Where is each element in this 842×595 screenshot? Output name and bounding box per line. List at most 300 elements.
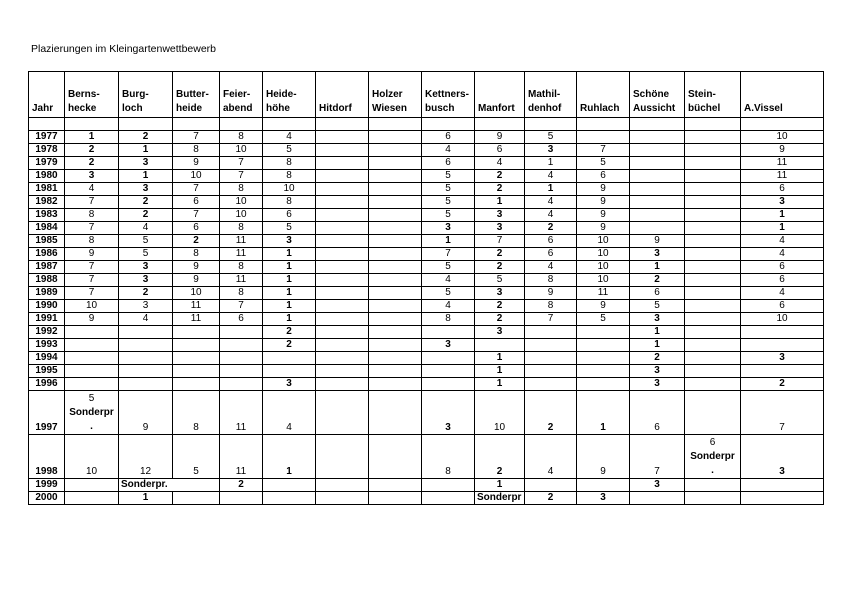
- empty-cell: [369, 492, 422, 505]
- empty-cell: [65, 492, 119, 505]
- placement-cell: 7: [65, 274, 119, 287]
- placement-cell: [316, 131, 369, 144]
- placement-cell: 6: [422, 157, 475, 170]
- placement-cell: 3: [630, 479, 685, 492]
- column-header-label: loch: [122, 103, 143, 114]
- empty-cell: [173, 118, 220, 131]
- column-header-label: Berns-: [68, 89, 100, 100]
- table-row: [29, 131, 824, 144]
- table-row: [29, 378, 824, 391]
- placement-cell: 9: [577, 222, 630, 235]
- placement-cell: 4: [65, 183, 119, 196]
- placement-cell: [630, 196, 685, 209]
- placement-cell: 1: [475, 352, 525, 365]
- year-cell: 1991: [29, 313, 65, 326]
- column-header: [119, 72, 173, 118]
- placement-cell: [316, 300, 369, 313]
- placement-cell: 1: [577, 391, 630, 435]
- placement-cell: 11: [577, 287, 630, 300]
- column-header: [741, 72, 824, 118]
- empty-cell: [577, 118, 630, 131]
- empty-cell: [685, 479, 741, 492]
- placement-cell: 3: [119, 157, 173, 170]
- placement-cell: [316, 157, 369, 170]
- special-prize-cell: Sonderpr: [475, 492, 525, 505]
- table-row: [29, 144, 824, 157]
- placement-cell: [316, 274, 369, 287]
- placement-cell: [685, 300, 741, 313]
- year-cell: 1999: [29, 479, 65, 492]
- empty-cell: [525, 479, 577, 492]
- year-cell: 1994: [29, 352, 65, 365]
- table-row: [29, 196, 824, 209]
- empty-cell: [316, 118, 369, 131]
- placement-cell: 4: [475, 157, 525, 170]
- placement-cell: [369, 326, 422, 339]
- placement-cell: 7: [173, 131, 220, 144]
- placement-cell: [525, 378, 577, 391]
- placement-cell: 11: [173, 313, 220, 326]
- placement-cell: 6: [220, 313, 263, 326]
- placement-cell: 6: [630, 391, 685, 435]
- placement-cell: 3: [475, 287, 525, 300]
- placement-cell: 1: [263, 300, 316, 313]
- placement-cell: 10: [475, 391, 525, 435]
- placement-cell: 1: [263, 313, 316, 326]
- placement-cell: 6: [475, 144, 525, 157]
- placement-cell: [65, 339, 119, 352]
- placement-cell: [475, 339, 525, 352]
- placement-cell: [685, 222, 741, 235]
- column-header: [422, 72, 475, 118]
- placement-cell: [577, 131, 630, 144]
- placement-cell: [316, 248, 369, 261]
- placement-cell: [316, 435, 369, 479]
- placement-cell: [369, 196, 422, 209]
- placement-cell: 9: [475, 131, 525, 144]
- placement-cell: 8: [220, 261, 263, 274]
- placement-cell: [525, 365, 577, 378]
- placement-cell: [119, 365, 173, 378]
- placement-cell: [630, 170, 685, 183]
- placement-cell: 9: [630, 235, 685, 248]
- placement-cell: [119, 378, 173, 391]
- placement-cell: [685, 313, 741, 326]
- placement-cell: 9: [173, 261, 220, 274]
- placement-cell: [630, 222, 685, 235]
- placement-cell: 10: [741, 313, 824, 326]
- placement-cell: [577, 378, 630, 391]
- placement-cell: [630, 209, 685, 222]
- placement-cell: 5: [577, 157, 630, 170]
- table-row: [29, 287, 824, 300]
- placement-cell: [369, 339, 422, 352]
- column-header: [263, 72, 316, 118]
- column-header-label: Stein-: [688, 89, 716, 100]
- column-header-label: Hitdorf: [319, 103, 352, 114]
- empty-cell: [630, 118, 685, 131]
- column-header: [685, 72, 741, 118]
- empty-cell: [316, 479, 369, 492]
- column-header-label: Mathil-: [528, 89, 561, 100]
- placement-cell: 3: [422, 391, 475, 435]
- placement-cell: [630, 131, 685, 144]
- placement-cell: 6: [741, 183, 824, 196]
- table-row: [29, 435, 824, 479]
- placement-cell: 8: [173, 144, 220, 157]
- placement-cell: 3: [741, 196, 824, 209]
- placement-cell: 8: [65, 209, 119, 222]
- placement-cell: 1: [475, 196, 525, 209]
- placement-cell: 1: [119, 144, 173, 157]
- placement-cell: 1: [475, 365, 525, 378]
- placement-cell: 8: [220, 183, 263, 196]
- placement-cell: 8: [525, 300, 577, 313]
- placement-cell: 3: [475, 209, 525, 222]
- empty-cell: [369, 479, 422, 492]
- placement-cell: [369, 300, 422, 313]
- placement-cell: 9: [577, 209, 630, 222]
- placement-cell: [369, 391, 422, 435]
- year-cell: 1995: [29, 365, 65, 378]
- placement-cell: 9: [741, 144, 824, 157]
- empty-cell: [475, 118, 525, 131]
- placement-cell: [422, 352, 475, 365]
- placement-cell: [577, 326, 630, 339]
- placement-cell: 7: [422, 248, 475, 261]
- placement-cell: 4: [119, 313, 173, 326]
- placement-cell: [369, 170, 422, 183]
- placement-cell: [173, 339, 220, 352]
- placement-cell: 1: [525, 157, 577, 170]
- placement-cell: 1: [422, 235, 475, 248]
- column-header: [525, 72, 577, 118]
- placement-cell: 9: [173, 274, 220, 287]
- placement-cell: 2: [475, 248, 525, 261]
- placement-cell: [369, 261, 422, 274]
- placement-cell: 4: [741, 287, 824, 300]
- placement-cell: [316, 261, 369, 274]
- placement-cell: 3: [577, 492, 630, 505]
- placement-cell: 6: [577, 170, 630, 183]
- placement-cell: 7: [65, 196, 119, 209]
- placement-cell: [369, 248, 422, 261]
- year-cell: 1987: [29, 261, 65, 274]
- placement-cell: [369, 313, 422, 326]
- placement-cell: 10: [173, 170, 220, 183]
- placement-cell: 11: [741, 157, 824, 170]
- year-cell: 1986: [29, 248, 65, 261]
- placement-cell: 4: [741, 248, 824, 261]
- placement-cell: [369, 144, 422, 157]
- placement-cell: 11: [220, 235, 263, 248]
- table-row: [29, 300, 824, 313]
- column-header-label: Aussicht: [633, 103, 676, 114]
- placement-cell: 4: [422, 300, 475, 313]
- placement-cell: 10: [220, 209, 263, 222]
- placement-cell: 1: [630, 261, 685, 274]
- placement-cell: [630, 157, 685, 170]
- column-header: [369, 72, 422, 118]
- placement-cell: [422, 365, 475, 378]
- placement-cell: [685, 352, 741, 365]
- placement-cell: [316, 183, 369, 196]
- placement-cell: 5: [475, 274, 525, 287]
- placement-cell: 8: [525, 274, 577, 287]
- special-prize-cell: [685, 435, 741, 479]
- column-header-label: A.Vissel: [744, 103, 783, 114]
- placement-cell: 7: [65, 261, 119, 274]
- placement-cell: [263, 365, 316, 378]
- year-cell: 1993: [29, 339, 65, 352]
- placement-cell: 2: [475, 435, 525, 479]
- placement-cell: 2: [475, 170, 525, 183]
- placement-cell: 4: [263, 131, 316, 144]
- column-header: [29, 72, 65, 118]
- placement-cell: 1: [65, 131, 119, 144]
- placement-cell: 3: [630, 313, 685, 326]
- table-row: [29, 274, 824, 287]
- placement-cell: [741, 326, 824, 339]
- placement-cell: 8: [220, 287, 263, 300]
- placement-cell: [630, 144, 685, 157]
- placement-cell: [685, 209, 741, 222]
- placement-cell: 8: [422, 313, 475, 326]
- placement-cell: 2: [119, 131, 173, 144]
- placement-cell: 1: [630, 339, 685, 352]
- placement-cell: 10: [220, 144, 263, 157]
- placement-cell: [685, 326, 741, 339]
- empty-cell: [741, 479, 824, 492]
- placement-cell: 9: [65, 313, 119, 326]
- column-header-label: Feier-: [223, 89, 251, 100]
- empty-cell: [685, 492, 741, 505]
- placement-cell: [173, 378, 220, 391]
- placement-cell: 9: [577, 196, 630, 209]
- placement-cell: [369, 235, 422, 248]
- placement-cell: 8: [220, 222, 263, 235]
- column-header: [316, 72, 369, 118]
- empty-cell: [422, 479, 475, 492]
- placement-cell: [65, 326, 119, 339]
- placement-cell: [369, 287, 422, 300]
- placement-cell: 5: [422, 287, 475, 300]
- year-cell: 1984: [29, 222, 65, 235]
- placement-cell: 2: [263, 326, 316, 339]
- column-header: [577, 72, 630, 118]
- placement-cell: 2: [630, 352, 685, 365]
- special-prize-line: 6: [709, 437, 716, 448]
- placement-cell: 10: [220, 196, 263, 209]
- year-cell: 1978: [29, 144, 65, 157]
- empty-cell: [119, 118, 173, 131]
- placement-cell: 10: [577, 248, 630, 261]
- special-prize-line: Sonderpr: [69, 407, 114, 418]
- year-cell: 1997: [29, 391, 65, 435]
- placement-cell: [316, 339, 369, 352]
- placement-cell: 2: [263, 339, 316, 352]
- placement-cell: 11: [173, 300, 220, 313]
- placement-cell: 1: [630, 326, 685, 339]
- placement-cell: [369, 435, 422, 479]
- year-cell: 1988: [29, 274, 65, 287]
- empty-cell: [263, 479, 316, 492]
- placement-cell: [220, 352, 263, 365]
- placement-cell: 3: [263, 378, 316, 391]
- placement-cell: 7: [525, 313, 577, 326]
- placement-cell: 2: [741, 378, 824, 391]
- placement-cell: 6: [173, 222, 220, 235]
- empty-cell: [29, 118, 65, 131]
- column-header-label: Heide-: [266, 89, 297, 100]
- placement-cell: 2: [173, 235, 220, 248]
- placement-cell: 10: [577, 261, 630, 274]
- placement-cell: [685, 196, 741, 209]
- placement-cell: 4: [525, 170, 577, 183]
- placement-cell: [316, 209, 369, 222]
- special-prize-line: .: [711, 465, 714, 476]
- placement-cell: 3: [741, 435, 824, 479]
- year-cell: 1983: [29, 209, 65, 222]
- placement-cell: [685, 144, 741, 157]
- placement-cell: 8: [263, 170, 316, 183]
- empty-cell: [369, 118, 422, 131]
- placement-cell: 2: [525, 391, 577, 435]
- placement-cell: 4: [422, 274, 475, 287]
- special-prize-line: 5: [88, 393, 95, 404]
- placement-cell: [316, 287, 369, 300]
- placement-cell: 3: [263, 235, 316, 248]
- placement-cell: [685, 248, 741, 261]
- placement-cell: 9: [525, 287, 577, 300]
- placement-cell: 10: [741, 131, 824, 144]
- placement-cell: 4: [263, 391, 316, 435]
- placement-cell: 3: [630, 365, 685, 378]
- placement-cell: 4: [525, 261, 577, 274]
- placement-cell: 6: [630, 287, 685, 300]
- column-header-label: Jahr: [32, 103, 54, 114]
- placement-cell: [685, 157, 741, 170]
- column-header-label: hecke: [68, 103, 97, 114]
- placement-cell: [685, 287, 741, 300]
- placement-cell: [685, 339, 741, 352]
- empty-cell: [263, 492, 316, 505]
- placement-cell: 3: [475, 222, 525, 235]
- placement-cell: 5: [577, 313, 630, 326]
- placement-cell: [119, 326, 173, 339]
- placement-cell: 12: [119, 435, 173, 479]
- placement-cell: 1: [475, 479, 525, 492]
- placement-cell: 3: [119, 183, 173, 196]
- placement-cell: 7: [173, 209, 220, 222]
- placement-cell: 3: [422, 339, 475, 352]
- placement-cell: 3: [422, 222, 475, 235]
- placement-cell: 1: [119, 170, 173, 183]
- table-row: [29, 492, 824, 505]
- placement-cell: 4: [525, 435, 577, 479]
- year-cell: 1980: [29, 170, 65, 183]
- placement-cell: [220, 339, 263, 352]
- table-row: [29, 248, 824, 261]
- placement-cell: 9: [577, 183, 630, 196]
- placement-cell: 1: [263, 435, 316, 479]
- table-row: [29, 365, 824, 378]
- placement-cell: [685, 131, 741, 144]
- placement-cell: 10: [577, 235, 630, 248]
- placement-cell: 5: [525, 131, 577, 144]
- placement-table: [28, 71, 824, 505]
- placement-cell: [369, 378, 422, 391]
- column-header-label: busch: [425, 103, 455, 114]
- column-header-label: Manfort: [478, 103, 515, 114]
- year-cell: 1985: [29, 235, 65, 248]
- placement-cell: 7: [65, 222, 119, 235]
- placement-cell: [369, 274, 422, 287]
- placement-cell: 3: [119, 274, 173, 287]
- placement-cell: 7: [630, 435, 685, 479]
- placement-cell: 6: [525, 248, 577, 261]
- placement-cell: 2: [630, 274, 685, 287]
- column-header-label: büchel: [688, 103, 721, 114]
- placement-cell: 11: [220, 435, 263, 479]
- table-row: [29, 170, 824, 183]
- placement-cell: 5: [263, 144, 316, 157]
- placement-cell: [577, 339, 630, 352]
- placement-cell: 11: [220, 391, 263, 435]
- placement-cell: [369, 183, 422, 196]
- placement-cell: 6: [741, 274, 824, 287]
- placement-cell: [422, 326, 475, 339]
- placement-cell: [173, 326, 220, 339]
- empty-cell: [685, 118, 741, 131]
- empty-cell: [263, 118, 316, 131]
- placement-cell: [220, 326, 263, 339]
- placement-cell: [685, 391, 741, 435]
- placement-cell: 1: [263, 287, 316, 300]
- column-header-label: Ruhlach: [580, 103, 620, 114]
- placement-cell: [173, 352, 220, 365]
- placement-cell: 6: [741, 261, 824, 274]
- placement-cell: 6: [525, 235, 577, 248]
- placement-cell: [316, 196, 369, 209]
- special-prize-line: .: [90, 421, 93, 432]
- column-header-label: heide: [176, 103, 203, 114]
- placement-cell: [65, 365, 119, 378]
- placement-cell: [369, 131, 422, 144]
- placement-cell: 10: [263, 183, 316, 196]
- placement-cell: 8: [173, 248, 220, 261]
- placement-cell: [630, 183, 685, 196]
- placement-cell: 7: [741, 391, 824, 435]
- placement-cell: 11: [741, 170, 824, 183]
- empty-cell: [316, 492, 369, 505]
- placement-cell: 10: [173, 287, 220, 300]
- year-cell: 1996: [29, 378, 65, 391]
- empty-cell: [630, 492, 685, 505]
- placement-cell: [369, 352, 422, 365]
- column-header-label: Wiesen: [372, 103, 407, 114]
- placement-cell: [685, 183, 741, 196]
- placement-cell: [65, 378, 119, 391]
- placement-cell: 3: [65, 170, 119, 183]
- placement-cell: [316, 170, 369, 183]
- placement-cell: 6: [263, 209, 316, 222]
- placement-cell: 3: [741, 352, 824, 365]
- placement-cell: 5: [119, 248, 173, 261]
- placement-cell: [316, 391, 369, 435]
- placement-cell: [685, 235, 741, 248]
- placement-cell: 5: [422, 209, 475, 222]
